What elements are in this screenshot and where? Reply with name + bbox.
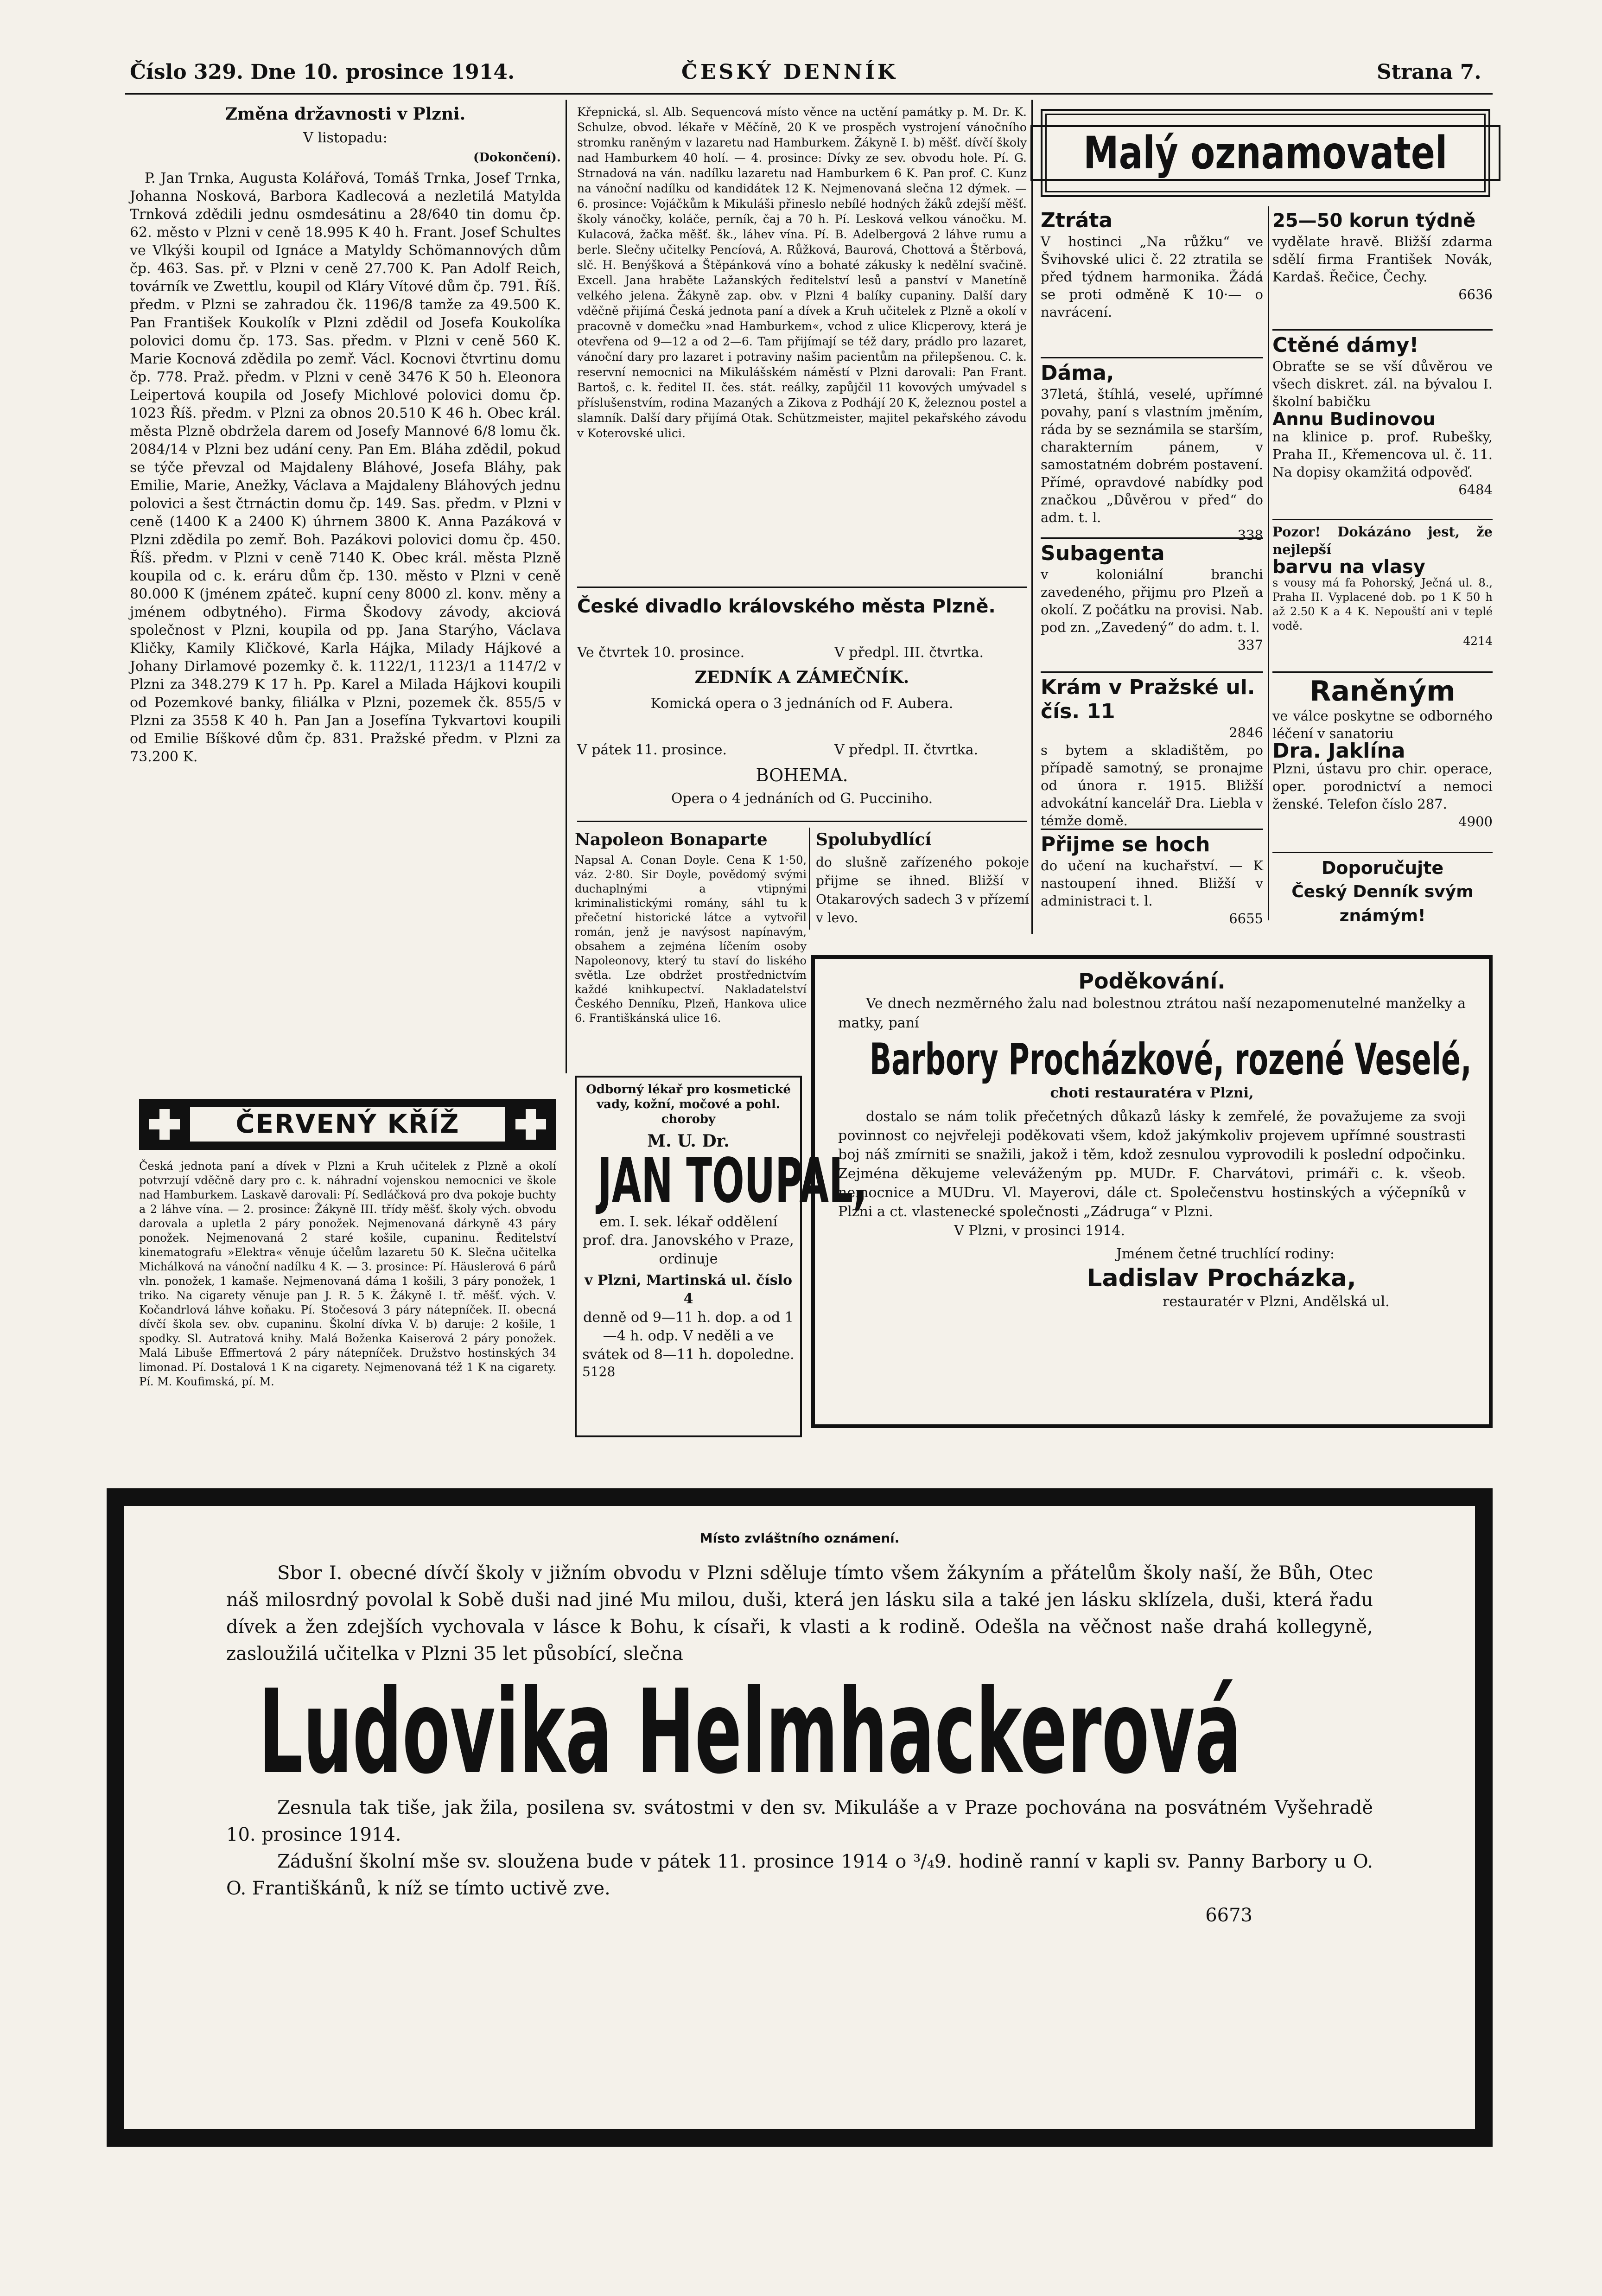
ad-loss[interactable]: [1041, 209, 1263, 357]
doctor-hours: denně od 9—11 h. dop. a od 1—4 h. odp. V neděli a ve svátek od 8—11 h. dopoledne.: [582, 1309, 795, 1363]
ad-shop[interactable]: [1041, 673, 1263, 829]
ad-body: s vousy má fa Pohorský, Ječná ul. 8., Praha II. Vyplacené dob. po 1 K 50 h až 2.50 K a 4 K. Nepouští ani v teplé vodě.: [1272, 576, 1493, 632]
ad-body: V hostinci „Na růžku“ ve Švihovské ulici č. 22 ztratila se před týdnem harmonika. Žádá se proti odměně K 10·— o navrácení.: [1041, 234, 1263, 320]
ad-highlight: Dra. Jaklína: [1272, 739, 1405, 763]
page-number: Strana 7.: [1377, 60, 1481, 84]
ad-recommend[interactable]: [1272, 853, 1493, 930]
ad-title: Raněným: [1310, 675, 1456, 708]
obituary-name: Ludovika Helmhackerová: [258, 1665, 1242, 1799]
ad-body: vydělate hravě. Bližší zdarma sdělí firma František Novák, Kardaš. Řečice, Čechy.: [1272, 234, 1493, 285]
obituary-head: Místo zvláštního oznámení.: [699, 1531, 900, 1546]
ad-ref: 6484: [1458, 482, 1493, 497]
separator: [577, 587, 1027, 588]
newspaper-title: ČESKÝ DENNÍK: [681, 60, 898, 84]
theatre-play-1: ZEDNÍK A ZÁMEČNÍK.: [694, 668, 909, 687]
thanks-signer: Ladislav Procházka,: [1087, 1264, 1356, 1292]
ad-midwife[interactable]: [1272, 331, 1493, 519]
thanks-on-behalf: Jménem četné truchlící rodiny:: [1116, 1246, 1335, 1262]
property-title: Změna državnosti v Plzni.: [225, 104, 466, 124]
obituary-notice: [107, 1488, 1493, 2147]
column-rule-3: [809, 828, 810, 930]
ad-ref: 337: [1237, 637, 1263, 653]
ad-title: Ctěné dámy!: [1272, 333, 1419, 357]
ad-lady[interactable]: [1041, 358, 1263, 543]
property-subtitle: V listopadu:: [303, 130, 388, 146]
theatre-desc-1: Komická opera o 3 jednáních od F. Aubera.: [650, 695, 954, 712]
separator: [577, 821, 1027, 822]
ad-ref: 4900: [1458, 814, 1493, 829]
property-continued: (Dokončení).: [473, 151, 561, 165]
ad-title: Pozor! Dokázáno jest, že nejlepší: [1272, 524, 1493, 557]
ad-title: Doporučujte: [1321, 858, 1444, 878]
column-rule-4: [1268, 206, 1269, 920]
theatre-subscription-2: V předpl. II. čtvrtka.: [834, 742, 979, 758]
ad-title: Subagenta: [1041, 542, 1165, 565]
theatre-title: České divadlo královského města Plzně.: [577, 596, 996, 617]
issue-date: Číslo 329. Dne 10. prosince 1914.: [130, 60, 515, 84]
small-ads-left: [1041, 209, 1263, 932]
thanks-date: V Plzni, v prosinci 1914.: [954, 1223, 1125, 1239]
ad-title: Dáma,: [1041, 361, 1114, 385]
napoleon-body: Napsal A. Conan Doyle. Cena K 1·50, váz. 2·80. Sir Doyle, povědomý svými duchaplnými a vtipnými kriminalistickými romány, sáhl tu k přečetní historické látce a vytvořil román, jenž je navýsost napínavým, obsahem a zejména líčením osoby Napoleonovy, který tu staví do liského světla. Lze obdržet prostřednictvím každé knihkupectví. Nakladatelství Českého Denníku, Plzeň, Hankova ulice 6. Františkánská ulice 16.: [575, 854, 807, 1025]
ad-body: s bytem a skladištěm, po případě samotný, se pronajme od února r. 1915. Bližší advokátní kancelář Dra. Liebla v témže domě.: [1041, 742, 1263, 829]
doctor-ref: 5128: [582, 1364, 616, 1379]
ad-ref: 6655: [1229, 911, 1263, 926]
donations-article: [577, 104, 1027, 577]
thanks-notice: [811, 955, 1493, 1428]
ad-body: ve válce poskytne se odborného léčení v sanatoriu: [1272, 708, 1493, 741]
doctor-name: JAN TOUPAL,: [598, 1145, 868, 1217]
doctor-title: M. U. Dr.: [647, 1131, 730, 1151]
cross-icon: [513, 1106, 549, 1142]
ad-ref: 2846: [1229, 725, 1263, 740]
ad-highlight: barvu na vlasy: [1272, 556, 1425, 578]
ad-earnings[interactable]: [1272, 209, 1493, 329]
ad-title: Přijme se hoch: [1041, 833, 1210, 856]
doctor-address: v Plzni, Martinská ul. číslo 4: [584, 1272, 793, 1307]
roommate-ad: [816, 853, 1029, 932]
ad-title: 25—50 korun týdně: [1272, 210, 1476, 231]
thanks-title: Poděkování.: [1078, 969, 1226, 994]
theatre-subscription-1: V předpl. III. čtvrtka.: [834, 644, 984, 661]
theatre-desc-2: Opera o 4 jednáních od G. Pucciniho.: [671, 791, 933, 807]
donations-body: Křepnická, sl. Alb. Sequencová místo věnce na uctění památky p. M. Dr. K. Schulze, obvod. lékaře v Měčíně, 20 K ve prospěch vystrojení vánočního stromku raněným v lazaretu nad Hamburkem. Žákyně I. b) měšť. dívčí školy nad Hamburkem 40 holí. — 4. prosince: Dívky ze sev. obvodu hole. Pí. G. Strnadová na ván. nadílku lazaretu nad Hamburkem 6 K. Pan prof. C. Kunz na vánoční nadílku od kandidátek 12 K. Nejmenovaná slečna 12 dýmek. — 6. prosince: Vojáčkům k Mikuláši přineslo nebílé hodných žáků zdejší měšť. školy vánočky, koláče, perník, čaj a 70 h. Pí. Lesková velkou vánočku. M. Kulacová, žačka měšť. šk., láhev vína. Pí. B. Adelbergová 2 láhve rumu a berle. Slečny učitelky Pencíová, A. Růžková, Baurová, Chottová a Štěrbová, slč. H. Benýšková a Štěpánková víno a bohaté zákusky k nedělní svačině. Excell. Jana hraběte Lažanských ředitelství lesů a panství v Manetíně velkého jelena. Žákyně zap. obv. v Plzni 4 balíky cupaniny. Další dary vděčně přijímá Česká jednota paní a dívek a Kruh učitelek z Plzně a okolí v pracovně v domečku »nad Hamburkem«, vchod z ulice Klicperovy, která je otevřena od 9—12 a od 2—6. Tam přijímají se též dary, prádlo pro lazaret, vánoční dary pro lazaret i potraviny našim pacientům na přilepšenou. C. k. reservní nemocnici na Mikulášském náměstí v Plzni darovali: Pan Frant. Bartoš, c. k. ředitel II. čes. stát. reálky, zapůjčil 11 kovových umývadel s příslušenstvím, rodina Mazaných a Zikova z Podhájí 20 K, železnou postel a slamník. Další dary přijímá Otak. Schützmeister, majitel pekařského závodu v Koterovské ulici.: [577, 105, 1027, 440]
doctor-body: em. I. sek. lékař oddělení prof. dra. Janovského v Praze, ordinuje: [583, 1214, 794, 1267]
header-rule: [125, 93, 1493, 95]
theatre-play-2: BOHEMA.: [756, 765, 848, 785]
red-cross-title: ČERVENÝ KŘÍŽ: [190, 1107, 505, 1142]
ad-title: Ztráta: [1041, 209, 1113, 232]
ad-body: do učení na kuchařství. — K nastoupení ihned. Bližší v administraci t. l.: [1041, 858, 1263, 909]
ad-highlight: Annu Budinovou: [1272, 409, 1436, 429]
red-cross-banner: [139, 1099, 556, 1150]
ad-title: Krám v Pražské ul. čís. 11: [1041, 676, 1255, 723]
obituary-mass: Zádušní školní mše sv. sloužena bude v pátek 11. prosince 1914 o ³/₄9. hodině ranní v kapli sv. Panny Barbory u O. O. Františkánů, k níž se tímto uctivě zve.: [226, 1851, 1373, 1899]
ad-ref: 6636: [1458, 287, 1493, 302]
ad-body: v koloniální branchi zavedeného, přijmu pro Plzeň a okolí. Z počátku na provisi. Nab. pod zn. „Zavedený“ do adm. t. l.: [1041, 567, 1263, 635]
ad-body: na klinice p. prof. Rubešky, Praha II., Křemencova ul. č. 11. Na dopisy okamžitá odpověď.: [1272, 429, 1493, 480]
column-rule-1: [566, 100, 567, 1073]
ad-body: Obraťte se se vší důvěrou ve všech diskret. zál. na bývalou I. školní babičku: [1272, 358, 1493, 409]
thanks-intro: Ve dnech nezměrného žalu nad bolestnou ztrátou naší nezapomenutelné manželky a matky, paní: [838, 995, 1466, 1031]
napoleon-title: Napoleon Bonaparte: [575, 830, 768, 849]
red-cross-article: [139, 1159, 556, 1400]
roommate-body: do slušně zařízeného pokoje přijme se ihned. Bližší v Otakarových sadech 3 v přízemí v levo.: [816, 855, 1029, 925]
thanks-signer-role: restauratér v Plzni, Andělská ul.: [1163, 1294, 1390, 1310]
red-cross-body: Česká jednota paní a dívek v Plzni a Kruh učitelek z Plzně a okolí potvrzují vděčně dary pro c. k. náhradní vojenskou nemocnici ve škole nad Hamburkem. Laskavě darovali: Pí. Sedláčková pro dva pokoje buchty a 2 láhve vína. — 2. prosince: Žákyně III. třídy měšť. školy vých. obvodu darovala a upletla 2 páry ponožek. Nejmenovaná dárkyně 43 páry ponožek. Nejmenovaná 2 staré košile, cupaninu. Ředitelství kinematografu »Elektra« věnuje účelům lazaretu 50 K. Slečna učitelka Michálková na vánoční nadílku 4 K. — 3. prosince: Pí. Häuslerová 6 párů vln. ponožek, 1 kamaše. Nejmenovaná dáma 1 košili, 3 páry ponožek, 1 triko. Na cigarety věnuje pan J. R. 5 K. Žákyně I. tř. měšť. vých. V. Kočandrlová láhve koňaku. Pí. Stočesová 3 páry nátepníček. II. obecná dívčí škola sev. obv. cupaninu. Školní dívka V. b) daruje: 2 košile, 1 spodky. Sl. Autratová knihy. Malá Boženka Kaiserová 2 páry ponožek. Malá Libuše Effmertová 2 páry nátepníček. Družstvo hostinských 34 limonad. Pí. Dostalová 1 K na cigarety. Nejmenovaná též 1 K na cigarety. Pí. M. Koufimská, pí. M.: [139, 1160, 556, 1388]
thanks-body: dostalo se nám tolik přečetných důkazů lásky k zemřelé, že považujeme za svoji povinnost co nejvřeleji poděkovati všem, kdož jakýmkoliv projevem upřímné soustrasti boj náš zmírniti se snažili, jakož i těm, kdož zesnulou vyprovodili k poslední odpočinku. Zejména děkujeme veleváženým pp. MUDr. F. Charvátovi, primáři c. k. všeob. nemocnice a MUDru. Vl. Mayerovi, dále ct. Společenstvu hostinských a výčepníků v Plzni a ct. vlastenecké společnosti „Zádruga“ v Plzni.: [838, 1109, 1466, 1220]
property-article: [130, 169, 561, 1059]
ad-body: 37letá, štíhlá, veselé, upřímné povahy, paní s vlastním jměním, ráda by se seznámila se starším, charakterním pánem, v samostatném dobrém postavení. Přímé, opravdové nabídky pod značkou „Důvěrou v před“ do adm. t. l.: [1041, 386, 1263, 525]
ad-body: Plzni, ústavu pro chir. operace, oper. porodnictví a nemoci ženské. Telefon číslo 287.: [1272, 761, 1493, 812]
obituary-ref: 6673: [1205, 1905, 1252, 1926]
ad-ref: 4214: [1463, 634, 1493, 648]
roommate-title: Spolubydlící: [816, 830, 932, 849]
obituary-intro: Sbor I. obecné dívčí školy v jižním obvodu v Plzni sděluje tímto všem žákyním a přátelům školy naší, že Bůh, Otec náš milosrdný povolal k Sobě duši nad jiné Mu milou, duši, která jen lásku sila a také jen lásku sklízela, duši, která řadu dívek a žen zdejších vychovala v lásce k Bohu, k císaři, k vlasti a k rodině. Odešla na věčnost naše drahá kollegyně, zasloužilá učitelka v Plzni 35 let působící, slečna: [226, 1563, 1373, 1665]
small-ads-right: [1272, 209, 1493, 932]
small-ads-banner: [1041, 109, 1490, 197]
small-ads-title: Malý oznamovatel: [1083, 127, 1448, 179]
property-body: P. Jan Trnka, Augusta Kolářová, Tomáš Trnka, Josef Trnka, Johanna Nosková, Barbora Kadlecová a nezletilá Matylda Trnková zdědili jednu osmdesátinu a 28/640 tin domu čp. 62. město v Plzni v ceně 18.995 K 40 h. Frant. Josef Schultes ve Vlkýši koupil od Ignáce a Matyldy Schömannových dům čp. 463. Sas. př. v Plzni v ceně 27.700 K. Pan Adolf Reich, továrník ve Zwettlu, koupil od Kláry Vítové dům čp. 791. Říš. předm. v Plzni se zahradou čk. 1196/8 tamže za 49.500 K. Pan František Koukolík v Plzni zdědil od Josefa Koukolíka polovici domu čp. 173. Sas. předm. v Plzni v ceně 560 K. Marie Kocnová zdědila po zemř. Václ. Kocnovi čtvrtinu domu čp. 778. Praž. předm. v Plzni v ceně 3476 K 50 h. Eleonora Leipertová koupila od Josefy Michlové polovici domu čp. 1023 Říš. předm. v Plzni za obnos 20.510 K 46 h. Obec král. města Plzně obdržela darem od Josefy Mannové 6/8 lomu čk. 2084/14 v Plzni bez udání ceny. Pan Em. Bláha zdědil, pokud se týče převzal od Majdaleny Bláhové, Josefa Bláhy, pak Emilie, Marie, Anežky, Václava a Majdaleny Bláhových jednu polovici a šest čtrnáctin domu čp. 149. Sas. předm. v Plzni v ceně (1400 K a 2400 K) úhrnem 3800 K. Anna Pazáková v Plzni zdědila po zemř. Boh. Pazákovi polovici domu čp. 450. Říš. předm. v Plzni v ceně 7140 K. Obec král. města Plzně koupila od c. k. eráru dům čp. 130. město v Plzni v ceně 80.000 K (jménem zpáteč. kupní ceny 8000 zl. konv. měny a jménem odbytného). Firma Škodovy závody, akciová společnost v Plzni, koupila od pp. Jana Starýho, Václava Kličky, Kamily Kličkové, Karla Hájka, Milady Hájkové a Johany Dirlamové pozemky č. k. 1122/1, 1123/1 a 1147/2 v Plzni za 348.279 K 17 h. Pp. Karel a Milada Hájkovi koupili od Pozemkové banky, filiálka v Plzni, pozemek čk. 855/5 v Plzni za 3558 K 40 h. Pan Jan a Josefína Tykvartovi koupili od Emilie Bíškové dům čp. 831. Pražské předm. v Plzni za 73.200 K.: [130, 170, 561, 765]
thanks-deceased-name: Barbory Procházkové, rozené Veselé,: [869, 1034, 1472, 1085]
ad-body: Český Denník svým známým!: [1291, 882, 1474, 925]
thanks-role: choti restauratéra v Plzni,: [1050, 1085, 1254, 1101]
column-rule-2: [1031, 100, 1033, 934]
ad-subagent[interactable]: [1041, 539, 1263, 671]
doctor-intro: Odborný lékař pro kosmetické vady, kožní, močové a pohl. choroby: [586, 1083, 791, 1126]
ad-apprentice[interactable]: [1041, 830, 1263, 925]
theatre-day-2: V pátek 11. prosince.: [577, 742, 727, 758]
cross-icon: [146, 1106, 183, 1142]
obituary-details: Zesnula tak tiše, jak žila, posilena sv. svátostmi v den sv. Mikuláše a v Praze pochována na posvátném Vyšehradě 10. prosince 1914.: [226, 1797, 1373, 1845]
doctor-ad: [575, 1076, 868, 1437]
ad-hair-dye[interactable]: [1272, 520, 1493, 671]
theatre-day-1: Ve čtvrtek 10. prosince.: [577, 644, 745, 661]
ad-sanatorium[interactable]: [1272, 673, 1493, 852]
napoleon-ad: [575, 853, 807, 1071]
ad-ref: 338: [1237, 527, 1263, 543]
